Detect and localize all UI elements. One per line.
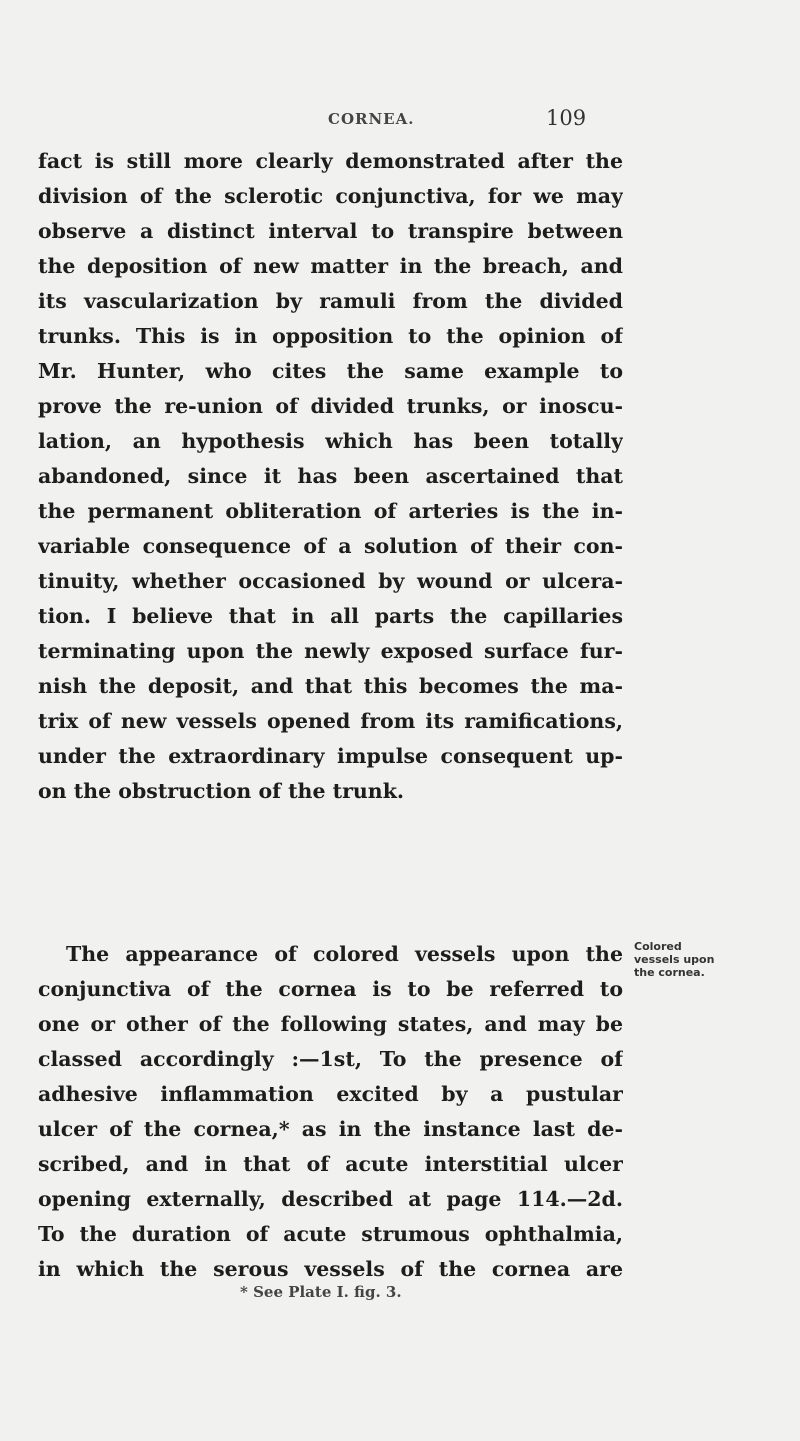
text-line: variable consequence of a solution of their con-	[38, 534, 623, 558]
text-line: observe a distinct interval to transpire between	[38, 219, 623, 243]
running-head	[0, 108, 800, 132]
text-line: in which the serous vessels of the cornea are	[38, 1257, 623, 1281]
text-line: under the extraordinary impulse consequent up-	[38, 744, 623, 768]
margin-note-line: the cornea.	[634, 966, 705, 979]
text-line: abandoned, since it has been ascertained that	[38, 464, 623, 488]
text-line: the deposition of new matter in the breach, and	[38, 254, 623, 278]
text-line: scribed, and in that of acute interstitial ulcer	[38, 1152, 623, 1176]
running-head-title: CORNEA.	[328, 110, 415, 128]
text-line: To the duration of acute strumous ophthalmia,	[38, 1222, 623, 1246]
text-line: on the obstruction of the trunk.	[38, 779, 405, 803]
text-line: Mr. Hunter, who cites the same example to	[38, 359, 623, 383]
text-line: The appearance of colored vessels upon the	[66, 942, 623, 966]
paragraph-2	[38, 937, 623, 1287]
text-line: the permanent obliteration of arteries is the in-	[38, 499, 623, 523]
page-number: 109	[546, 106, 587, 130]
footnote: * See Plate I. fig. 3.	[240, 1283, 402, 1301]
text-line: ulcer of the cornea,* as in the instance last de-	[38, 1117, 623, 1141]
margin-note	[634, 940, 716, 979]
margin-note-line: vessels upon	[634, 953, 715, 966]
text-line: one or other of the following states, and may be	[38, 1012, 623, 1036]
text-line: opening externally, described at page 114.—2d.	[38, 1187, 623, 1211]
text-line: fact is still more clearly demonstrated after the	[38, 149, 623, 173]
text-line: terminating upon the newly exposed surface fur-	[38, 639, 623, 663]
paragraph-1	[38, 144, 623, 809]
text-line: prove the re-union of divided trunks, or inoscu-	[38, 394, 623, 418]
text-line: lation, an hypothesis which has been totally	[38, 429, 623, 453]
text-line: adhesive inflammation excited by a pustular	[38, 1082, 623, 1106]
margin-note-line: Colored	[634, 940, 682, 953]
text-line: trunks. This is in opposition to the opinion of	[38, 324, 623, 348]
text-line: trix of new vessels opened from its ramifications,	[38, 709, 623, 733]
text-line: tinuity, whether occasioned by wound or ulcera-	[38, 569, 623, 593]
text-line: tion. I believe that in all parts the capillaries	[38, 604, 623, 628]
text-line: classed accordingly :—1st, To the presence of	[38, 1047, 623, 1071]
text-line: nish the deposit, and that this becomes the ma-	[38, 674, 623, 698]
text-line: conjunctiva of the cornea is to be referred to	[38, 977, 623, 1001]
text-line: division of the sclerotic conjunctiva, for we may	[38, 184, 623, 208]
text-line: its vascularization by ramuli from the divided	[38, 289, 623, 313]
